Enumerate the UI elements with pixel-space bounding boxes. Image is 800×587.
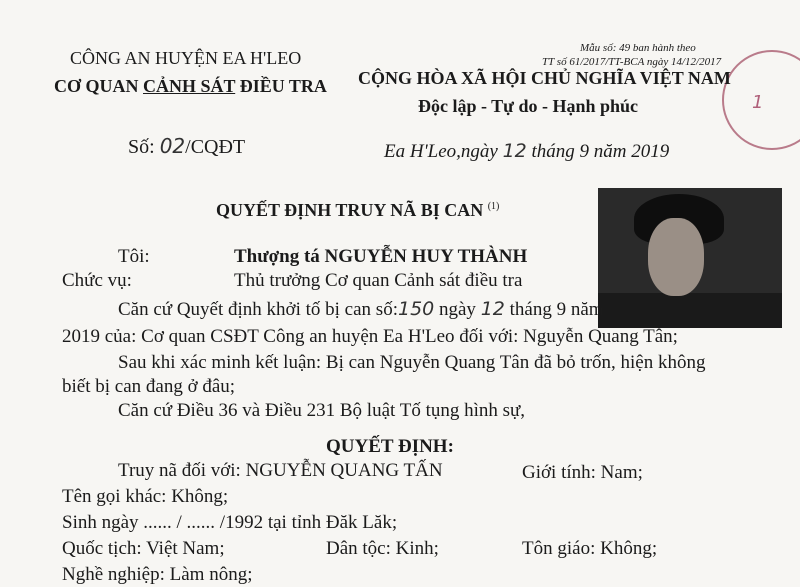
form-note-2: TT số 61/2017/TT-BCA ngày 14/12/2017 [542, 56, 722, 68]
document-title: QUYẾT ĐỊNH TRUY NÃ BỊ CAN $^{(1)}$ [216, 200, 500, 220]
paragraph-3: Căn cứ Điều 36 và Điều 231 Bộ luật Tố tụng hình sự, [118, 400, 526, 421]
paragraph-1: Căn cứ Quyết định khởi tố bị can số:150 ngày 12 tháng 9 năm [118, 298, 604, 320]
date-of-birth: Sinh ngày ...... / ...... /1992 tại tỉnh Đăk Lăk; [62, 512, 398, 533]
ethnicity: Dân tộc: Kinh; [326, 538, 439, 559]
decision-heading: QUYẾT ĐỊNH: [326, 436, 454, 457]
occupation: Nghề nghiệp: Làm nông; [62, 564, 253, 585]
label-toi: Tôi: [118, 246, 150, 267]
country-header: CỘNG HÒA XÃ HỘI CHỦ NGHĨA VIỆT NAM [358, 68, 731, 88]
suspect-photo [598, 188, 782, 328]
date-line: Ea H'Leo,ngày 12 tháng 9 năm 2019 [384, 140, 670, 162]
religion: Tôn giáo: Không; [522, 538, 658, 559]
alias: Tên gọi khác: Không; [62, 486, 229, 507]
wanted-person: Truy nã đối với: NGUYỄN QUANG TẤN [118, 460, 443, 481]
agency-name: CÔNG AN HUYỆN EA H'LEO [70, 48, 302, 68]
official-stamp: 1 [722, 50, 800, 150]
paragraph-2-cont: biết bị can đang ở đâu; [62, 376, 236, 397]
gender: Giới tính: Nam; [522, 462, 643, 483]
form-note-1: Mẫu số: 49 ban hành theo [580, 42, 696, 54]
paragraph-1-cont: 2019 của: Cơ quan CSĐT Công an huyện Ea H'Leo đối với: Nguyễn Quang Tân; [62, 326, 678, 347]
nationality: Quốc tịch: Việt Nam; [62, 538, 225, 559]
document-number: Số: 02/CQĐT [128, 134, 246, 158]
motto: Độc lập - Tự do - Hạnh phúc [418, 96, 639, 116]
officer-name: Thượng tá NGUYỄN HUY THÀNH [234, 246, 528, 267]
agency-subname: CƠ QUAN CẢNH SÁT ĐIỀU TRA [54, 76, 327, 96]
paragraph-2: Sau khi xác minh kết luận: Bị can Nguyễn Quang Tân đã bỏ trốn, hiện không [118, 352, 706, 373]
label-position: Chức vụ: [62, 270, 132, 291]
officer-position: Thủ trưởng Cơ quan Cảnh sát điều tra [234, 270, 523, 291]
